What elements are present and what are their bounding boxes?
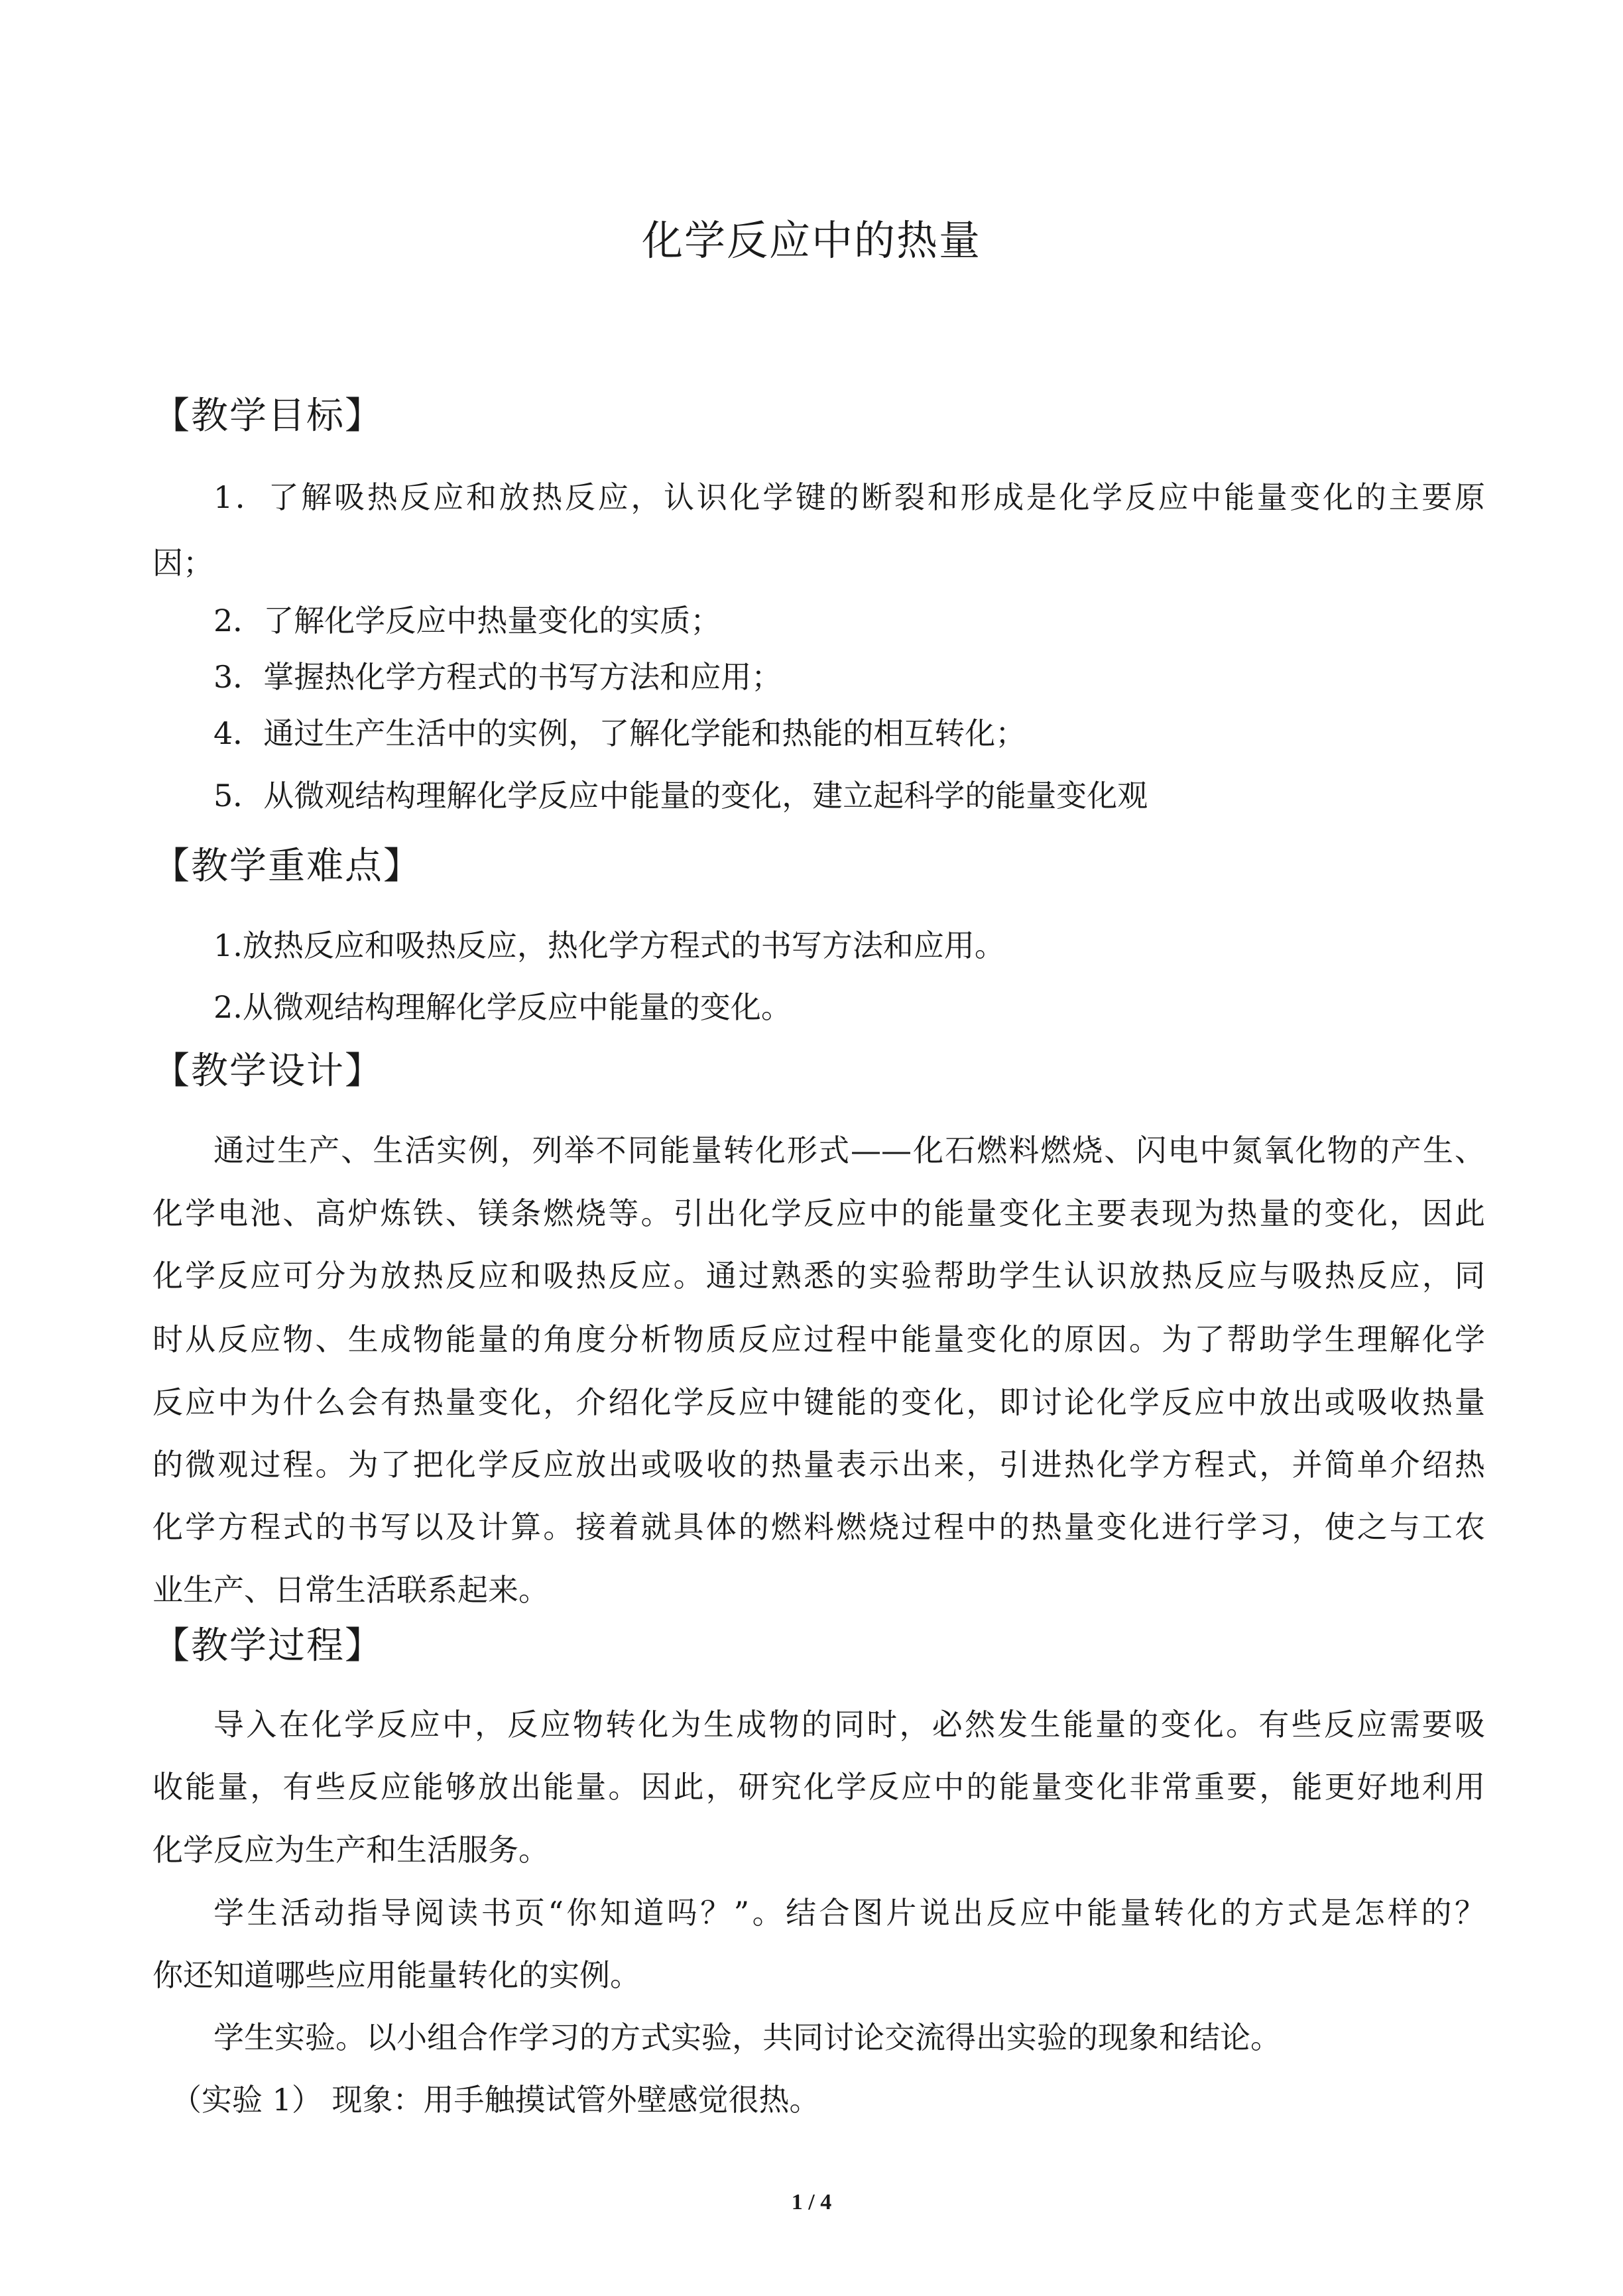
process-line: 化学反应为生产和生活服务。 xyxy=(152,1832,549,1868)
design-line: 业生产、日常生活联系起来。 xyxy=(152,1572,549,1608)
process-line: 你还知道哪些应用能量转化的实例。 xyxy=(152,1957,640,1993)
objective-line: 4．通过生产生活中的实例，了解化学能和热能的相互转化； xyxy=(213,715,1026,751)
design-line: 通过生产、生活实例，列举不同能量转化形式——化石燃料燃烧、闪电中氮氧化物的产生、 xyxy=(213,1132,1485,1168)
design-line: 的微观过程。为了把化学反应放出或吸收的热量表示出来，引进热化学方程式，并简单介绍热 xyxy=(152,1447,1485,1482)
design-line: 化学电池、高炉炼铁、镁条燃烧等。引出化学反应中的能量变化主要表现为热量的变化，因此 xyxy=(152,1195,1485,1231)
process-line: （实验 1） 现象：用手触摸试管外壁感觉很热。 xyxy=(171,2082,820,2118)
section-heading-objectives: 【教学目标】 xyxy=(152,394,383,438)
section-heading-design: 【教学设计】 xyxy=(152,1050,383,1093)
objective-line: 2．了解化学反应中热量变化的实质； xyxy=(213,603,721,638)
process-line: 收能量，有些反应能够放出能量。因此，研究化学反应中的能量变化非常重要，能更好地利用 xyxy=(152,1769,1485,1805)
design-line: 化学反应可分为放热反应和吸热反应。通过熟悉的实验帮助学生认识放热反应与吸热反应，同 xyxy=(152,1258,1485,1294)
design-line: 时从反应物、生成物能量的角度分析物质反应过程中能量变化的原因。为了帮助学生理解化学 xyxy=(152,1321,1485,1357)
process-line: 学生活动指导阅读书页“你知道吗？”。结合图片说出反应中能量转化的方式是怎样的？ xyxy=(213,1895,1485,1931)
design-line: 反应中为什么会有热量变化，介绍化学反应中键能的变化，即讨论化学反应中放出或吸收热量 xyxy=(152,1384,1485,1420)
page-number: 1 / 4 xyxy=(791,2190,832,2214)
objective-line: 5．从微观结构理解化学反应中能量的变化，建立起科学的能量变化观 xyxy=(213,778,1148,814)
process-line: 学生实验。以小组合作学习的方式实验，共同讨论交流得出实验的现象和结论。 xyxy=(213,2020,1281,2055)
key-point-line: 1.放热反应和吸热反应，热化学方程式的书写方法和应用。 xyxy=(213,928,1005,963)
objective-line: 1．了解吸热反应和放热反应，认识化学键的断裂和形成是化学反应中能量变化的主要原 xyxy=(213,479,1485,515)
objective-line: 3．掌握热化学方程式的书写方法和应用； xyxy=(213,659,782,695)
document-title: 化学反应中的热量 xyxy=(641,216,981,265)
section-heading-key-points: 【教学重难点】 xyxy=(152,845,422,888)
key-point-line: 2.从微观结构理解化学反应中能量的变化。 xyxy=(213,989,792,1025)
section-heading-process: 【教学过程】 xyxy=(152,1624,383,1667)
objective-line: 因； xyxy=(152,545,213,581)
process-line: 导入在化学反应中，反应物转化为生成物的同时，必然发生能量的变化。有些反应需要吸 xyxy=(213,1707,1485,1742)
design-line: 化学方程式的书写以及计算。接着就具体的燃料燃烧过程中的热量变化进行学习，使之与工农 xyxy=(152,1509,1485,1545)
